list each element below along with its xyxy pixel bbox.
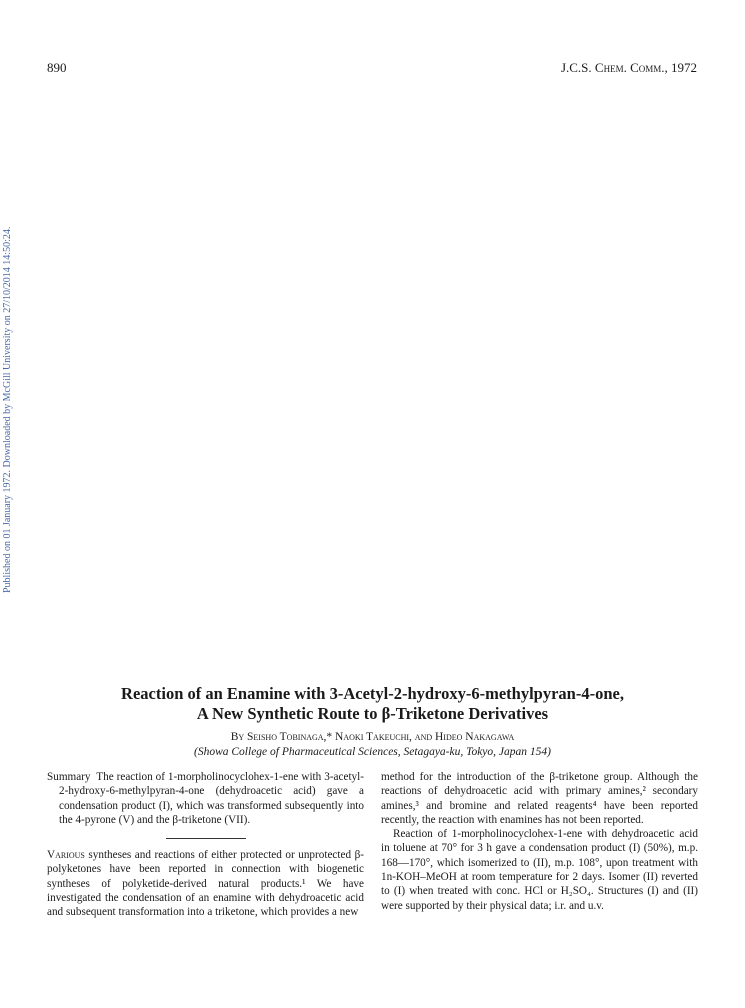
body-paragraph-1: method for the introduction of the β-triketone group. Although the reactions of dehydroacetic acid with primary amines,² secondary amines,³ and bromine and related reagents⁴ have been reported recently, the reaction with enamines has not been reported. [381, 771, 698, 826]
right-column [381, 770, 698, 913]
intro-text: syntheses and reactions of either protected or unprotected β-polyketones have been reported in connection with biogenetic syntheses of polyketide-derived natural products.¹ We have investigated the condensation of an enamine with dehydroacetic acid and subsequent transformation into a triketone, which provides a new [47, 849, 364, 919]
page-number: 890 [47, 60, 67, 75]
summary [47, 770, 364, 827]
section-divider [166, 838, 246, 839]
title-line-2: A New Synthetic Route to β-Triketone Derivatives [196, 704, 549, 723]
article-title [40, 684, 705, 724]
author-list: By Seisho Tobinaga,* Naoki Takeuchi, and Hideo Nakagawa [230, 731, 515, 743]
summary-label: Summary [47, 771, 91, 783]
title-line-1: Reaction of an Enamine with 3-Acetyl-2-hydroxy-6-methylpyran-4-one, [121, 684, 624, 703]
intro-first-word: Various [47, 849, 85, 862]
intro-paragraph [47, 848, 364, 919]
affiliation: (Showa College of Pharmaceutical Sciences, Setagaya-ku, Tokyo, Japan 154) [194, 746, 551, 758]
left-column [47, 770, 364, 920]
download-watermark: Published on 01 January 1972. Downloaded by McGill University on 27/10/2014 14:50:24. [2, 226, 13, 594]
journal-header: J.C.S. Chem. Comm., 1972 [560, 60, 697, 75]
summary-text: The reaction of 1-morpholinocyclohex-1-ene with 3-acetyl-2-hydroxy-6-methylpyran-4-one (dehydroacetic acid) gave a condensation product (I), which was transformed subsequently into the 4-pyrone (V) and the β-triketone (VII). [59, 771, 364, 826]
body-paragraph-2: Reaction of 1-morpholinocyclohex-1-ene with dehydroacetic acid in toluene at 70° for 3 h gave a condensation product (I) (50%), m.p. 168—170°, which isomerized to (II), m.p. 108°, upon treatment with 1n-KOH–MeOH at room temperature for 2 days. Isomer (II) reverted to (I) when treated with conc. HCl or H₂SO₄. Structures (I) and (II) were supported by their physical data; i.r. and u.v. [381, 828, 698, 912]
